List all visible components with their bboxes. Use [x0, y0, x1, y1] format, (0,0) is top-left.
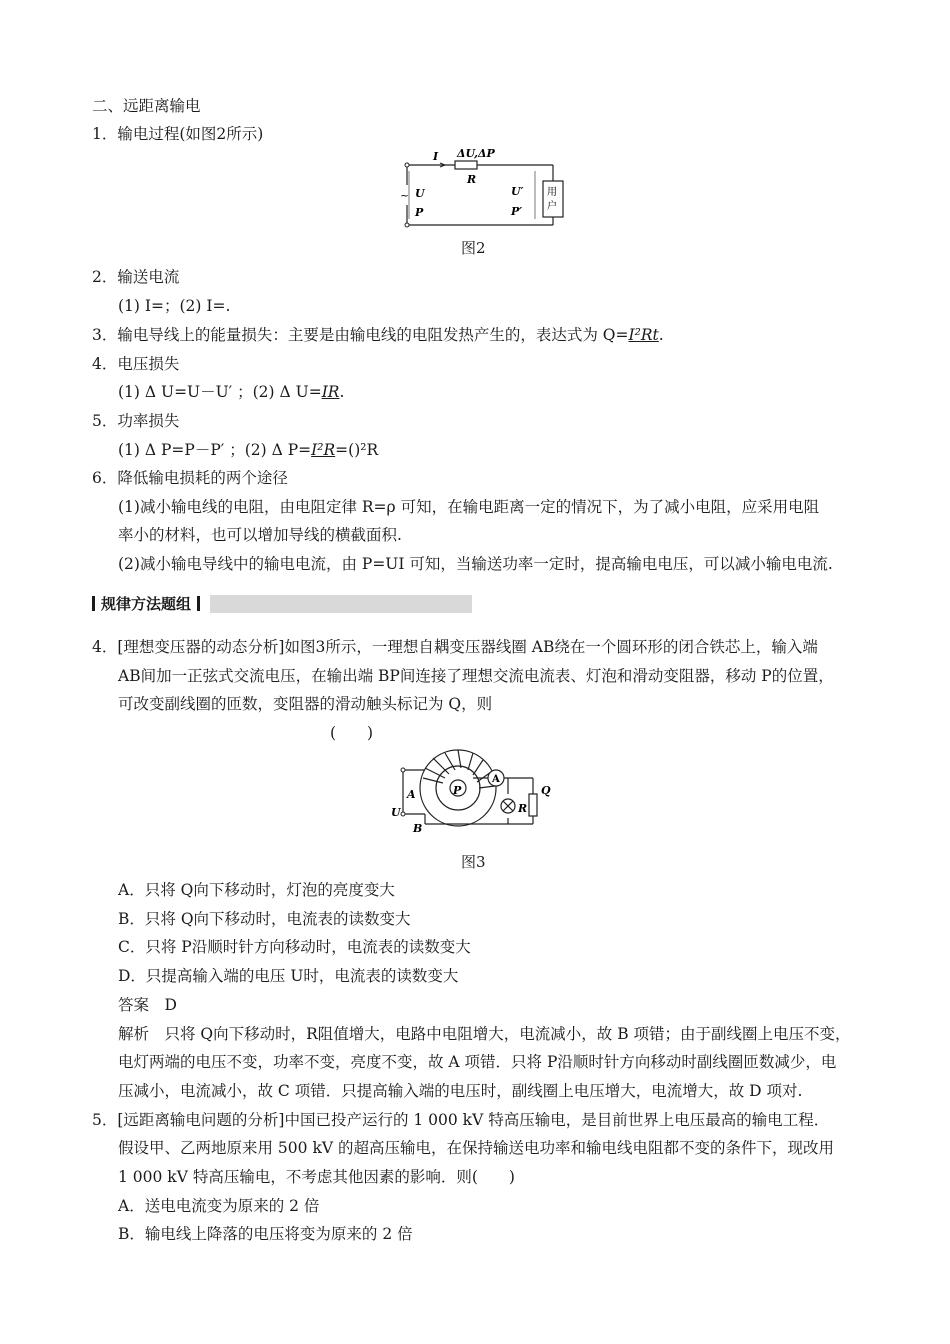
fig3-label-u: U	[391, 806, 401, 819]
fig2-label-u: U	[415, 187, 425, 200]
fig2-label-p: P	[415, 206, 424, 219]
figure-3-transformer	[383, 748, 563, 838]
q5-line-2: 假设甲、乙两地原来用 500 kV 的超高压输电，在保持输送电功率和输电线电阻都不变的条件下，现改用	[118, 1139, 834, 1157]
fig2-label-user-2: 户	[547, 201, 557, 212]
method-group-header	[92, 595, 472, 613]
item-2-line: (1) I=；(2) I=.	[118, 297, 231, 315]
q4-option-d: D．只提高输入端的电压 U时，电流表的读数变大	[118, 967, 459, 985]
fig2-label-du: ΔU,ΔP	[457, 147, 495, 160]
section-title: 二、远距离输电	[92, 97, 201, 115]
q4-analysis-2: 电灯两端的电压不变，功率不变，亮度不变，故 A 项错．只将 P沿顺时针方向移动时副线圈匝数减少，电	[118, 1053, 837, 1071]
item-2: 2．输送电流	[92, 268, 180, 286]
fig3-label-ammeter: A	[492, 774, 500, 785]
fig2-label-pprime: P′	[511, 205, 523, 218]
item-5-line: (1) Δ P=P－P′ ；(2) Δ P=I²R=()²R	[118, 441, 379, 459]
method-group-label: 规律方法题组	[92, 595, 210, 613]
q4-option-c: C．只将 P沿顺时针方向移动时，电流表的读数变大	[118, 938, 471, 956]
item-6: 6．降低输电损耗的两个途径	[92, 469, 288, 487]
fig2-label-user-1: 用	[547, 187, 557, 198]
fig2-label-tilde: ~	[400, 189, 410, 202]
fig2-label-uprime: U′	[511, 185, 524, 198]
q5-line-3: 1 000 kV 特高压输电，不考虑其他因素的影响．则( )	[118, 1168, 515, 1186]
q4-line-1: 4．[理想变压器的动态分析]如图3所示，一理想自耦变压器线圈 AB绕在一个圆环形的闭合铁芯上，输入端	[92, 638, 818, 656]
q5-line-1: 5．[远距离输电问题的分析]中国已投产运行的 1 000 kV 特高压输电，是目前世界上电压最高的输电工程．	[92, 1111, 830, 1129]
figure-2-caption: 图2	[461, 239, 486, 257]
figure-2-circuit	[395, 145, 565, 235]
item-6-line-1: (1)减小输电线的电阻，由电阻定律 R=ρ 可知，在输电距离一定的情况下，为了减小电阻，应采用电阻	[118, 498, 820, 516]
q4-line-2: AB间加一正弦式交流电压，在输出端 BP间连接了理想交流电流表、灯泡和滑动变阻器，移动 P的位置，	[118, 667, 834, 685]
fig2-label-r: R	[467, 173, 477, 186]
fig2-label-i: I	[433, 150, 439, 163]
item-4: 4．电压损失	[92, 355, 180, 373]
fig3-label-a: A	[407, 788, 416, 801]
fig3-label-b: B	[413, 822, 423, 835]
fig3-label-r: R	[518, 802, 528, 815]
item-5: 5．功率损失	[92, 412, 180, 430]
item-6-line-2: 率小的材料，也可以增加导线的横截面积.	[118, 526, 402, 544]
q4-answer-paren: ( )	[330, 724, 374, 742]
item-1: 1．输电过程(如图2所示)	[92, 125, 264, 143]
q4-option-b: B．只将 Q向下移动时，电流表的读数变大	[118, 910, 411, 928]
q4-analysis-3: 压减小，电流减小，故 C 项错．只提高输入端的电压时，副线圈上电压增大，电流增大，故 D 项对.	[118, 1082, 803, 1100]
q4-line-3: 可改变副线圈的匝数，变阻器的滑动触头标记为 Q，则	[118, 695, 493, 713]
fig3-label-q: Q	[541, 784, 551, 797]
item-6-line-3: (2)减小输电导线中的输电电流，由 P=UI 可知，当输送功率一定时，提高输电电压，可以减小输电电流.	[118, 555, 833, 573]
fig3-label-p: P	[453, 784, 462, 797]
q5-option-a: A．送电电流变为原来的 2 倍	[118, 1197, 320, 1215]
q5-option-b: B．输电线上降落的电压将变为原来的 2 倍	[118, 1225, 413, 1243]
q4-option-a: A．只将 Q向下移动时，灯泡的亮度变大	[118, 881, 395, 899]
item-4-line: (1) Δ U=U－U′ ；(2) Δ U=IR.	[118, 383, 345, 401]
figure-3-caption: 图3	[461, 853, 486, 871]
item-3: 3．输电导线上的能量损失：主要是由输电线的电阻发热产生的，表达式为 Q=I²Rt.	[92, 326, 664, 344]
q4-analysis-1: 解析 只将 Q向下移动时，R阻值增大，电路中电阻增大，电流减小，故 B 项错；由于副线圈上电压不变，	[118, 1025, 851, 1043]
q4-answer: 答案 D	[118, 996, 177, 1014]
